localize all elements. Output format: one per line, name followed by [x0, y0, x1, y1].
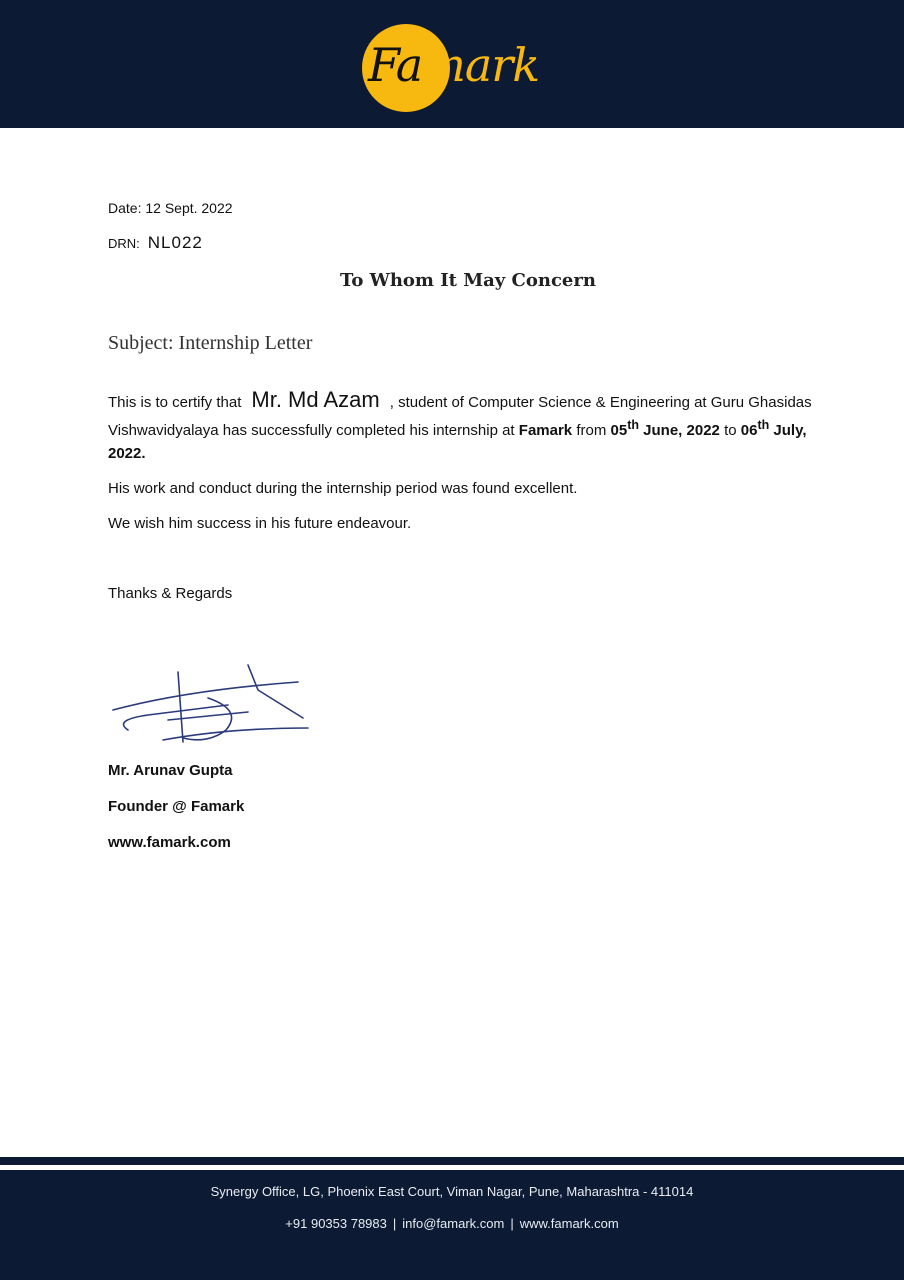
signer-website-link[interactable]: www.famark.com	[108, 834, 231, 851]
logo-wordmark: Famark	[368, 38, 540, 92]
footer-website-link[interactable]: www.famark.com	[519, 1216, 619, 1231]
drn-value: NL022	[147, 233, 203, 252]
footer-contact: +91 90353 78983 | info@famark.com | www.famark.com	[285, 1216, 619, 1231]
letter-title: To Whom It May Concern	[340, 270, 596, 291]
signature-icon	[108, 660, 318, 750]
drn-line	[108, 233, 203, 253]
letter-subject: Subject: Internship Letter	[108, 332, 313, 354]
letter-date: Date: 12 Sept. 2022	[108, 200, 233, 216]
company-name: Famark	[518, 422, 573, 439]
footer-address: Synergy Office, LG, Phoenix East Court, Viman Nagar, Pune, Maharashtra - 411014	[210, 1184, 694, 1199]
drn-label: DRN:	[108, 236, 140, 251]
letterhead-header	[0, 0, 904, 128]
student-name: Mr. Md Azam	[251, 387, 380, 412]
end-date: 06th July, 2022.	[108, 418, 807, 462]
signer-name: Mr. Arunav Gupta	[108, 762, 233, 779]
start-date: 05th June, 2022	[610, 418, 720, 439]
famark-logo	[360, 24, 540, 116]
letterhead-footer	[0, 1170, 904, 1280]
signer-role: Founder @ Famark	[108, 798, 245, 815]
footer-email-link[interactable]: info@famark.com	[402, 1216, 505, 1231]
footer-phone: +91 90353 78983	[285, 1216, 387, 1231]
wishes-paragraph: We wish him success in his future endeavour.	[108, 515, 412, 532]
certification-paragraph: This is to certify that Mr. Md Azam , student of Computer Science & Engineering at Guru Ghasidas Vishwavidyalaya has successfully completed his internship at Famark from 05th June, 2022 to 06th July, 2022.	[108, 387, 812, 462]
footer-divider	[0, 1157, 904, 1165]
closing: Thanks & Regards	[108, 585, 233, 602]
conduct-paragraph: His work and conduct during the internship period was found excellent.	[108, 480, 578, 497]
